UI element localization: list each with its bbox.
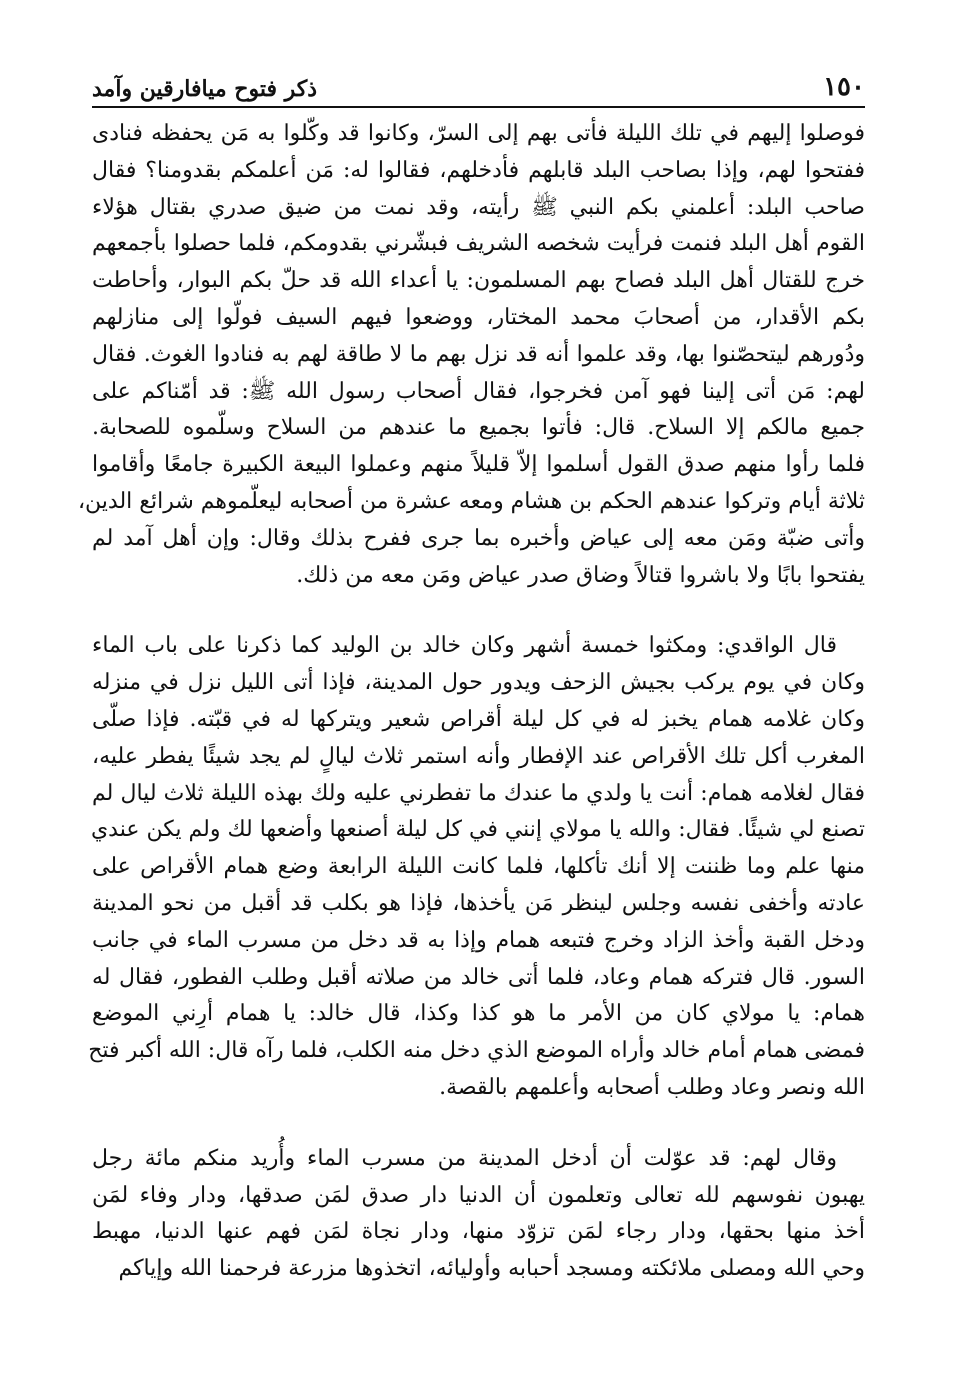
text-line: فوصلوا إليهم في تلك الليلة فأتى بهم إلى السرّ، وكانوا قد وكّلوا به مَن يحفظه فنادى [92, 121, 865, 146]
text-line: يهبون نفوسهم لله تعالى وتعلمون أن الدنيا دار صدق لمَن صدقها، ودار وفاء لمَن [92, 1182, 865, 1208]
text-line: ودخل القبة وأخذ الزاد وخرج فتبعه همام وإذا به قد دخل من مسرب الماء في جانب [92, 927, 865, 953]
text-line: لهم: مَن أتى إلينا فهو آمن فخرجوا، فقال أصحاب رسول الله ﷺ: قد أمّناكم على [92, 378, 865, 404]
text-line: فمضى همام أمام خالد وأراه الموضع الذي دخل منه الكلب، فلما رآه قال: الله أكبر فتح [88, 1038, 865, 1064]
text-line: وقال لهم: قد عوّلت أن أدخل المدينة من مسرب الماء وأُريد منكم مائة رجل [92, 1145, 837, 1171]
text-line: وأتى ضبّة ومَن معه إلى عياض وأخبره بما جرى ففرح بذلك وقال: وإن أهل آمد لم [92, 525, 865, 551]
text-line: القوم أهل البلد فنمت فرأيت شخصه الشريف فبشّرني بقدومكم، فلما حصلوا بأجمعهم [92, 231, 865, 257]
page-header [92, 60, 865, 108]
text-line: تصنع لي شيئًا. فقال: والله يا مولاي إنني في كل ليلة أصنعها وأضعها لك ولم يكن عندي [90, 817, 865, 843]
page-number: ١٥٠ [823, 72, 865, 102]
text-line: صاحب البلد: أعلمني بكم النبي ﷺ رأيته، وقد نمت من ضيق صدري بقتال هؤلاء [92, 194, 865, 220]
paragraph [92, 1141, 865, 1288]
text-line: أخذ منها بحقها، ودار رجاء لمَن تزوّد منها، ودار نجاة لمَن فهم عنها الدنيا، مهبط [92, 1219, 865, 1245]
text-line: بكم الأقدار، من أصحابَ محمد المختار، ووضعوا فيهم السيف فولّوا إلى منازلهم [92, 304, 865, 330]
text-line: خرج للقتال أهل البلد فصاح بهم المسلمون: يا أعداء الله قد حلّ بكم البوار، وأحاطت [92, 268, 865, 294]
text-line: يفتحوا بابًا ولا باشروا قتالاً وضاق صدر عياض ومَن معه من ذلك. [296, 562, 865, 588]
text-line: عادته وأخفى نفسه وجلس لينظر مَن يأخذها، فإذا هو بكلب قد أقبل من نحو المدينة [92, 890, 865, 916]
text-line: وكان غلامه همام يخبز له في كل ليلة أقراص شعير ويتركها له في قبّته. فإذا صلّى [92, 706, 865, 732]
text-line: فقال لغلامه همام: أنت يا ولدي ما عندك ما تفطرني عليه ولك بهذه الليلة ثلاث ليال لم [92, 780, 865, 806]
text-line: قال الواقدي: ومكثوا خمسة أشهر وكان خالد بن الوليد كما ذكرنا على باب الماء [92, 633, 837, 659]
text-line: منها علم وما ظننت إلا أنك تأكلها، فلما كانت الليلة الرابعة وضع همام الأقراص على [92, 854, 865, 880]
text-line: وحي الله ومصلى ملائكته ومسجد أحبابه وأوليائه، اتخذوها مزرعة فرحمنا الله وإياكم [118, 1256, 865, 1282]
text-line: فلما رأوا منهم صدق القول أسلموا إلاّ قليلاً منهم وعملوا البيعة الكبيرة جامعًا وأقاموا [92, 452, 865, 478]
text-line: السور. قال فتركه همام وعاد، فلما أتى خالد من صلاته أقبل وطلب الفطور، فقال له [92, 964, 865, 990]
text-line: ودُورهم ليتحصّنوا بها، وقد علموا أنه قد نزل بهم ما لا طاقة لهم به فنادوا الغوث. فقال [92, 341, 865, 367]
text-line: ففتحوا لهم، وإذا بصاحب البلد قابلهم فأدخلهم، فقالوا له: مَن أعلمكم بقدومنا؟ فقال [92, 157, 865, 183]
text-line: وكان في يوم يركب بجيش الزحف ويدور حول المدينة، فإذا أتى الليل نزل في منزله [92, 670, 865, 696]
text-line: الله ونصر وعاد وطلب أصحابه وأعلمهم بالقصة. [439, 1074, 865, 1100]
paragraph [77, 116, 865, 594]
paragraph [88, 628, 865, 1106]
running-title: ذكر فتوح ميافارقين وآمد [92, 76, 318, 102]
text-line: جميع مالكم إلا السلاح. قال: فأتوا بجميع ما عندهم من السلاح وسلّموه للصحابة. [92, 415, 865, 441]
text-line: المغرب أكل تلك الأقراص عند الإفطار وأنه استمر ثلاث ليالٍ لم يجد شيئًا يفطر عليه، [92, 743, 865, 769]
page-body [77, 116, 865, 1288]
text-line: ثلاثة أيام وتركوا عندهم الحكم بن هشام ومعه عشرة من أصحابه ليعلّموهم شرائع الدين، [77, 488, 865, 514]
text-line: همام: يا مولاي كان من الأمر ما هو كذا وكذا، قال خالد: يا همام أرِني الموضع [92, 1001, 865, 1027]
